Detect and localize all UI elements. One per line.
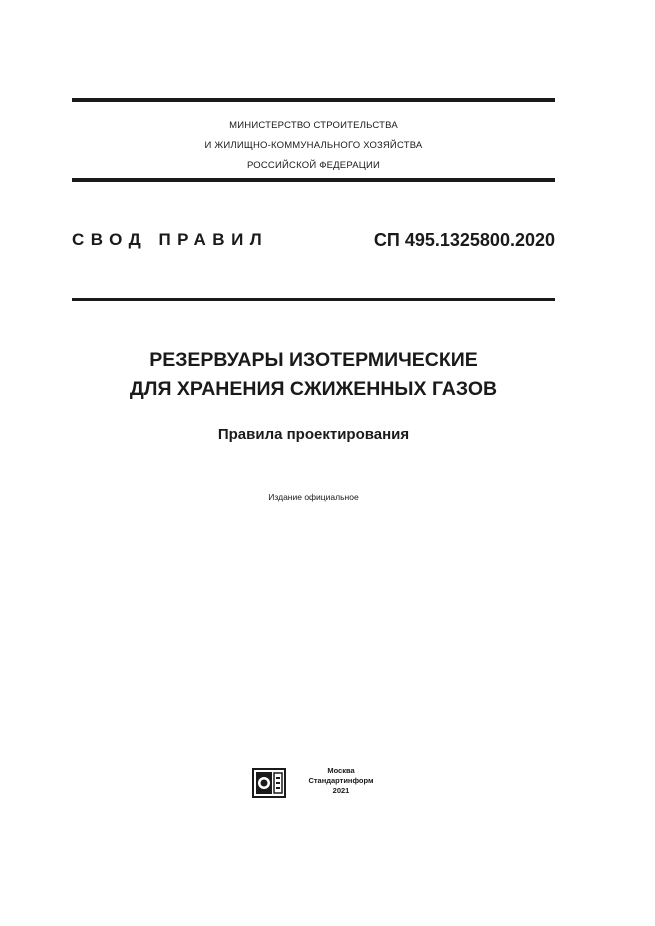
edition-note: Издание официальное <box>268 492 359 502</box>
imprint-year: 2021 <box>332 786 350 795</box>
ministry-heading <box>72 116 555 176</box>
title-line-2: ДЛЯ ХРАНЕНИЯ СЖИЖЕННЫХ ГАЗОВ <box>129 378 498 400</box>
top-divider <box>72 98 555 102</box>
ministry-line-1: МИНИСТЕРСТВО СТРОИТЕЛЬСТВА <box>229 120 398 131</box>
ministry-line-2: И ЖИЛИЩНО-КОММУНАЛЬНОГО ХОЗЯЙСТВА <box>204 140 423 151</box>
code-of-rules-label: СВОД ПРАВИЛ <box>72 230 269 249</box>
imprint-publisher: Стандартинформ <box>308 776 374 785</box>
code-of-rules-number: СП 495.1325800.2020 <box>373 230 555 250</box>
document-title <box>72 346 555 404</box>
standartinform-logo-icon <box>252 768 286 798</box>
document-subtitle: Правила проектирования <box>217 426 410 443</box>
imprint-city: Москва <box>327 766 355 775</box>
middle-divider <box>72 178 555 182</box>
publisher-block <box>252 766 392 806</box>
title-line-1: РЕЗЕРВУАРЫ ИЗОТЕРМИЧЕСКИЕ <box>149 349 478 371</box>
imprint <box>296 766 386 796</box>
bottom-divider <box>72 298 555 301</box>
ministry-line-3: РОССИЙСКОЙ ФЕДЕРАЦИИ <box>246 160 381 171</box>
